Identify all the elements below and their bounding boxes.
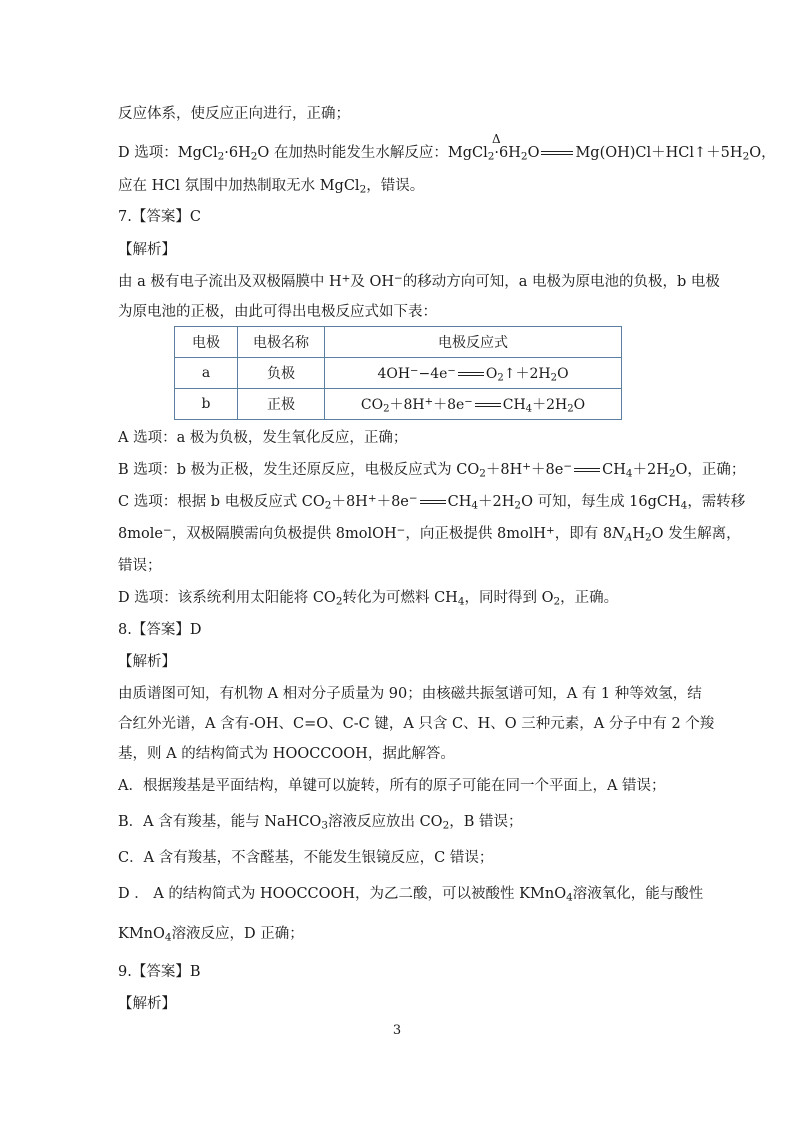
- option-d-text: D 选项：该系统利用太阳能将 $CO_2$转化为可燃料 $CH_4$，同时得到 $O_2$，正确。: [118, 590, 619, 608]
- table-header-cell: 电极反应式: [325, 327, 622, 358]
- text-line: 反应体系，使反应正向进行，正确；: [118, 106, 350, 122]
- text-line: 由 a 极有电子流出及双极隔膜中 H+及 OH−的移动方向可知，a 电极为原电池的负极，b 电极: [118, 272, 720, 290]
- option-c-text: C．A 含有羧基，不含醛基，不能发生银镜反应，C 错误；: [118, 850, 494, 866]
- equilibrium-sign: [541, 151, 573, 155]
- answer-heading-9: 9.【答案】B: [118, 964, 201, 980]
- table-row: [175, 358, 622, 389]
- heat-symbol: Δ: [492, 132, 501, 146]
- option-c-text-cont: 8mole−，双极隔膜需向负极提供 8molOH−，向正极提供 8molH+，即有 $8N_AH_2O$ 发生解离，: [118, 524, 741, 544]
- table-header-cell: 电极名称: [238, 327, 325, 358]
- analysis-label-8: 【解析】: [118, 654, 176, 670]
- analysis-label-7: 【解析】: [118, 242, 176, 258]
- answer-heading-7: 7.【答案】C: [118, 209, 201, 225]
- text-line: 基，则 A 的结构简式为 HOOCCOOH，据此解答。: [118, 746, 455, 762]
- option-b-text: B 选项：b 极为正极，发生还原反应，电极反应式为 $CO_2+8H^++8e^-$ $CH_4+2H_2O$，正确；: [118, 460, 746, 480]
- text-line: KMnO$_4$溶液反应，D 正确；: [118, 926, 304, 944]
- option-a-text: A．根据羧基是平面结构，单键可以旋转，所有的原子可能在同一个平面上，A 错误；: [118, 778, 666, 794]
- text-line-mgcl2-hydrolysis: D 选项：$MgCl_2\cdot 6H_2O$ 在加热时能发生水解反应：$MgCl_2\cdot 6H_2O$ $Mg(OH)Cl+HCl↑+5H_2O$，: [118, 145, 776, 163]
- text-line: 为原电池的正极，由此可得出电极反应式如下表：: [118, 304, 437, 320]
- table-row: [175, 389, 622, 420]
- option-d-text: D ． A 的结构简式为 HOOCCOOH，为乙二酸，可以被酸性 KMnO$_4$溶液氧化，能与酸性: [118, 886, 704, 904]
- table-cell: 正极: [238, 389, 325, 420]
- text-line: 应在 HCl 氛围中加热制取无水 MgCl$_2$，错误。: [118, 178, 425, 196]
- option-b-text: B．A 含有羧基，能与 NaHCO$_3$溶液反应放出 $CO_2$，B 错误；: [118, 814, 523, 832]
- table-cell: a: [175, 358, 238, 389]
- table-header-row: [175, 327, 622, 358]
- table-cell: $CO_2+8H^++8e^-$ $CH_4+2H_2O$: [325, 389, 622, 420]
- option-a-text: A 选项：a 极为负极，发生氧化反应，正确；: [118, 430, 408, 446]
- table-header-cell: 电极: [175, 327, 238, 358]
- electrode-reaction-table: [174, 326, 622, 420]
- table-cell: 负极: [238, 358, 325, 389]
- table-cell: b: [175, 389, 238, 420]
- text-line: 由质谱图可知，有机物 A 相对分子质量为 90；由核磁共振氢谱可知，A 有 1 种等效氢，结: [118, 686, 702, 702]
- answer-heading-8: 8.【答案】D: [118, 622, 202, 638]
- table-cell: 4OH−−4e− $O_2↑+2H_2O$: [325, 358, 622, 389]
- option-c-text: C 选项：根据 b 电极反应式 $CO_2+8H^++8e^-$ $CH_4+2H_2O$ 可知，每生成 16gCH$_4$，需转移: [118, 492, 746, 512]
- analysis-label-9: 【解析】: [118, 996, 176, 1012]
- page-number: 3: [392, 1023, 402, 1038]
- text-line: 合红外光谱，A 含有-OH、C=O、C-C 键，A 只含 C、H、O 三种元素，A 分子中有 2 个羧: [118, 716, 715, 732]
- text-line: 错误；: [118, 558, 162, 574]
